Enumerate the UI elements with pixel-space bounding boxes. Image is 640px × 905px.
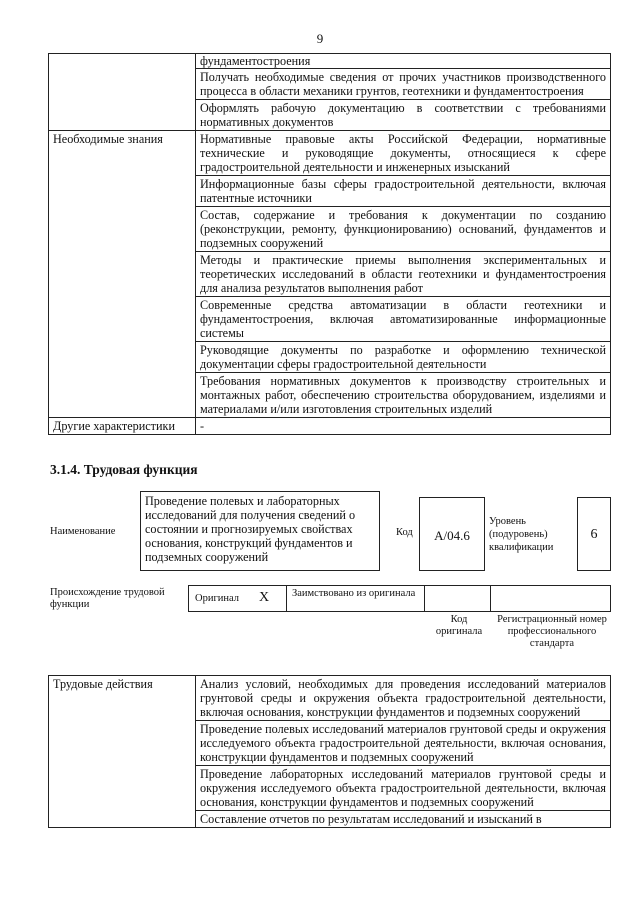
labor-actions-table: [48, 675, 611, 828]
code-original-caption: Код оригинала: [435, 614, 483, 637]
code-label: Код: [396, 527, 413, 538]
row-text: Современные средства автоматизации в области геотехники и фундаментостроения, включая автоматизированные информационные системы: [196, 297, 611, 342]
row-text: Анализ условий, необходимых для проведения исследований материалов грунтовой среды и окружения объекта градостроительной деятельности, включая основания, конструкции фундаментов и подземных сооружений: [196, 676, 611, 721]
skills-knowledge-table: [48, 53, 611, 435]
section-heading: 3.1.4. Трудовая функция: [50, 462, 198, 477]
row-text: Информационные базы сферы градостроительной деятельности, включая патентные источники: [196, 176, 611, 207]
level-label: Уровень (подуровень) квалификации: [489, 516, 554, 553]
row-text: Требования нормативных документов к производству строительных и монтажных работ, обеспечению строительства оборудованием, изделиями и материалами и/или изготовления строительных изделий: [196, 373, 611, 418]
level-value: 6: [590, 527, 598, 542]
borrowed-label: Заимствовано из оригинала: [292, 588, 416, 599]
row-text: Оформлять рабочую документацию в соответствии с требованиями нормативных документов: [196, 100, 611, 131]
row-label: [49, 54, 196, 131]
origin-label: Происхождение трудовой функции: [50, 587, 165, 610]
table-row: [49, 676, 611, 721]
row-text: Нормативные правовые акты Российской Федерации, нормативные технические и руководящие документы, относящиеся к сфере градостроительной деятельности и инженерных изысканий: [196, 131, 611, 176]
name-label: Наименование: [50, 526, 116, 537]
name-value: Проведение полевых и лабораторных исследований для получения сведений о состоянии и прогнозируемых свойствах основания, конструкций фундаментов и подземных сооружений: [145, 494, 356, 564]
row-text: Проведение лабораторных исследований материалов грунтовой среды и окружения исследуемого объекта градостроительной деятельности, включая основания, конструкции фундаментов и подземных сооружений: [196, 766, 611, 811]
table-row: [49, 54, 611, 69]
row-text: фундаментостроения: [196, 54, 611, 69]
row-text: Составление отчетов по результатам исследований и изысканий в: [196, 811, 611, 828]
row-label-other: Другие характеристики: [49, 418, 196, 435]
row-text: Состав, содержание и требования к документации по созданию (реконструкции, ремонту, функционированию) оснований, фундаментов и подземных сооружений: [196, 207, 611, 252]
row-label-knowledge: Необходимые знания: [49, 131, 196, 418]
reg-number-caption: Регистрационный номер профессионального стандарта: [497, 614, 607, 649]
row-text: -: [196, 418, 611, 435]
row-text: Руководящие документы по разработке и оформлению технической документации сферы градостроительной деятельности: [196, 342, 611, 373]
page-number: 9: [316, 31, 324, 46]
row-text: Получать необходимые сведения от прочих участников производственного процесса в области механики грунтов, геотехники и фундаментостроения: [196, 69, 611, 100]
row-text: Проведение полевых исследований материалов грунтовой среды и окружения исследуемого объекта градостроительной деятельности, включая основания, конструкции фундаментов и подземных сооружений: [196, 721, 611, 766]
table-row: [49, 131, 611, 176]
code-value: A/04.6: [434, 528, 470, 543]
level-box: [577, 497, 611, 571]
row-label-actions: Трудовые действия: [49, 676, 196, 828]
table-row: [49, 418, 611, 435]
code-box: [419, 497, 485, 571]
row-text: Методы и практические приемы выполнения экспериментальных и теоретических исследований в области геотехники и фундаментостроения для анализа результатов выполнения работ: [196, 252, 611, 297]
name-box: [140, 491, 380, 571]
original-mark: X: [259, 590, 270, 605]
original-label: Оригинал: [195, 593, 239, 604]
